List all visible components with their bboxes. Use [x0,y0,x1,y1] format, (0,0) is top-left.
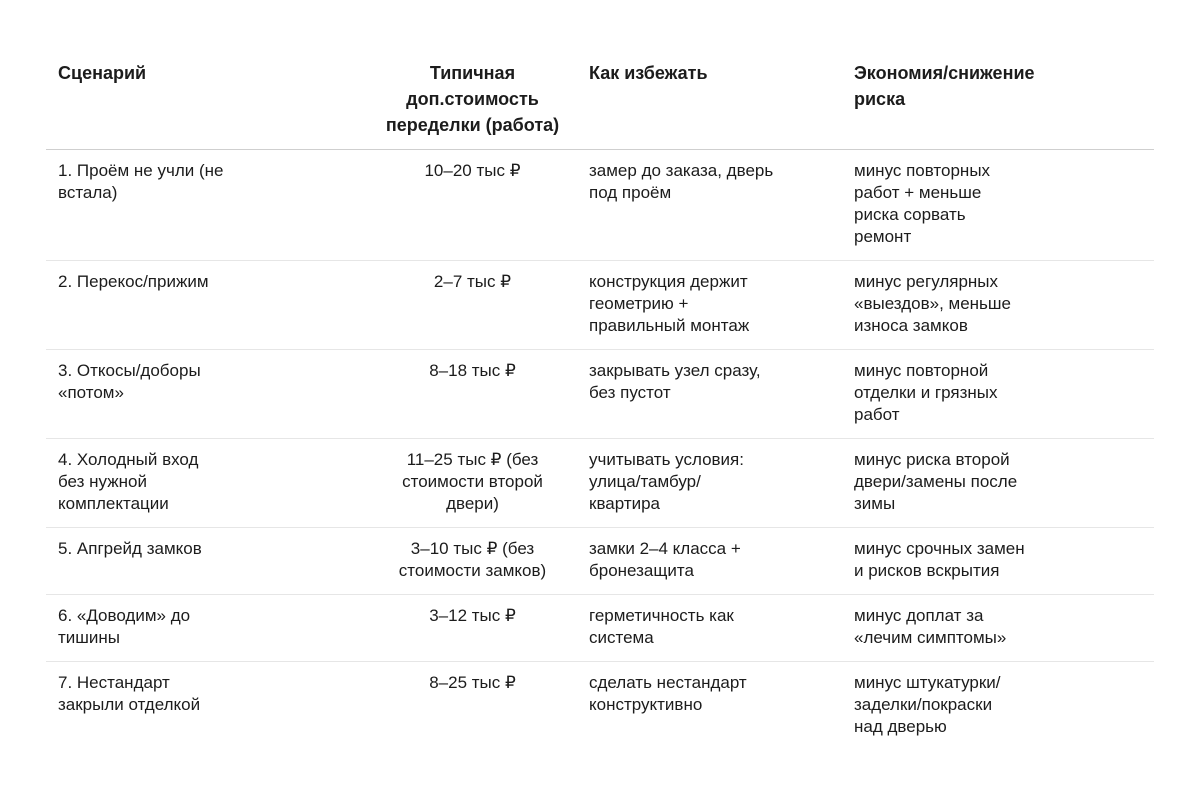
table-row [46,439,1154,528]
cell-cost: 8–18 тыс ₽ [429,361,516,380]
header-saving: Экономия/снижение риска [854,63,1035,109]
cell-avoid: замер до заказа, дверь под проём [589,161,774,202]
header-cost: Типичная доп.стоимость переделки (работа) [385,63,560,135]
cell-saving: минус регулярных «выездов», меньше износа замков [854,272,1011,335]
cell-scenario: 5. Апгрейд замков [58,539,202,558]
cell-avoid: конструкция держит геометрию + правильный монтаж [589,272,750,335]
cell-scenario: 6. «Доводим» до тишины [58,606,191,647]
cell-avoid: герметичность как система [589,606,734,647]
cell-cost: 11–25 тыс ₽ (без стоимости второй двери) [402,450,543,513]
cell-avoid: замки 2–4 класса + бронезащита [589,539,741,580]
header-avoid: Как избежать [589,63,708,83]
header-scenario: Сценарий [58,63,147,83]
cell-saving: минус повторной отделки и грязных работ [854,361,998,424]
table-row [46,150,1154,261]
cell-cost: 3–12 тыс ₽ [429,606,516,625]
cell-scenario: 1. Проём не учли (не встала) [58,161,224,202]
cell-cost: 10–20 тыс ₽ [424,161,521,180]
cell-scenario: 2. Перекос/прижим [58,272,209,291]
cell-saving: минус риска второй двери/замены после зимы [854,450,1018,513]
table-row [46,528,1154,595]
table-header-row [46,52,1154,150]
cell-saving: минус повторных работ + меньше риска сорвать ремонт [854,161,991,246]
table-row [46,662,1154,750]
comparison-table [46,52,1154,750]
table-row [46,350,1154,439]
cell-cost: 8–25 тыс ₽ [429,673,516,692]
cell-avoid: закрывать узел сразу, без пустот [589,361,761,402]
cell-saving: минус срочных замен и рисков вскрытия [854,539,1025,580]
table-row [46,261,1154,350]
table-row [46,595,1154,662]
cell-cost: 3–10 тыс ₽ (без стоимости замков) [398,539,547,580]
cell-saving: минус штукатурки/ заделки/покраски над дверью [854,673,1001,736]
cell-cost: 2–7 тыс ₽ [433,272,512,291]
cell-saving: минус доплат за «лечим симптомы» [854,606,1007,647]
cell-scenario: 4. Холодный вход без нужной комплектации [58,450,199,513]
cell-avoid: сделать нестандарт конструктивно [589,673,747,714]
cell-scenario: 7. Нестандарт закрыли отделкой [58,673,201,714]
cell-scenario: 3. Откосы/доборы «потом» [58,361,201,402]
cell-avoid: учитывать условия: улица/тамбур/ квартира [589,450,744,513]
